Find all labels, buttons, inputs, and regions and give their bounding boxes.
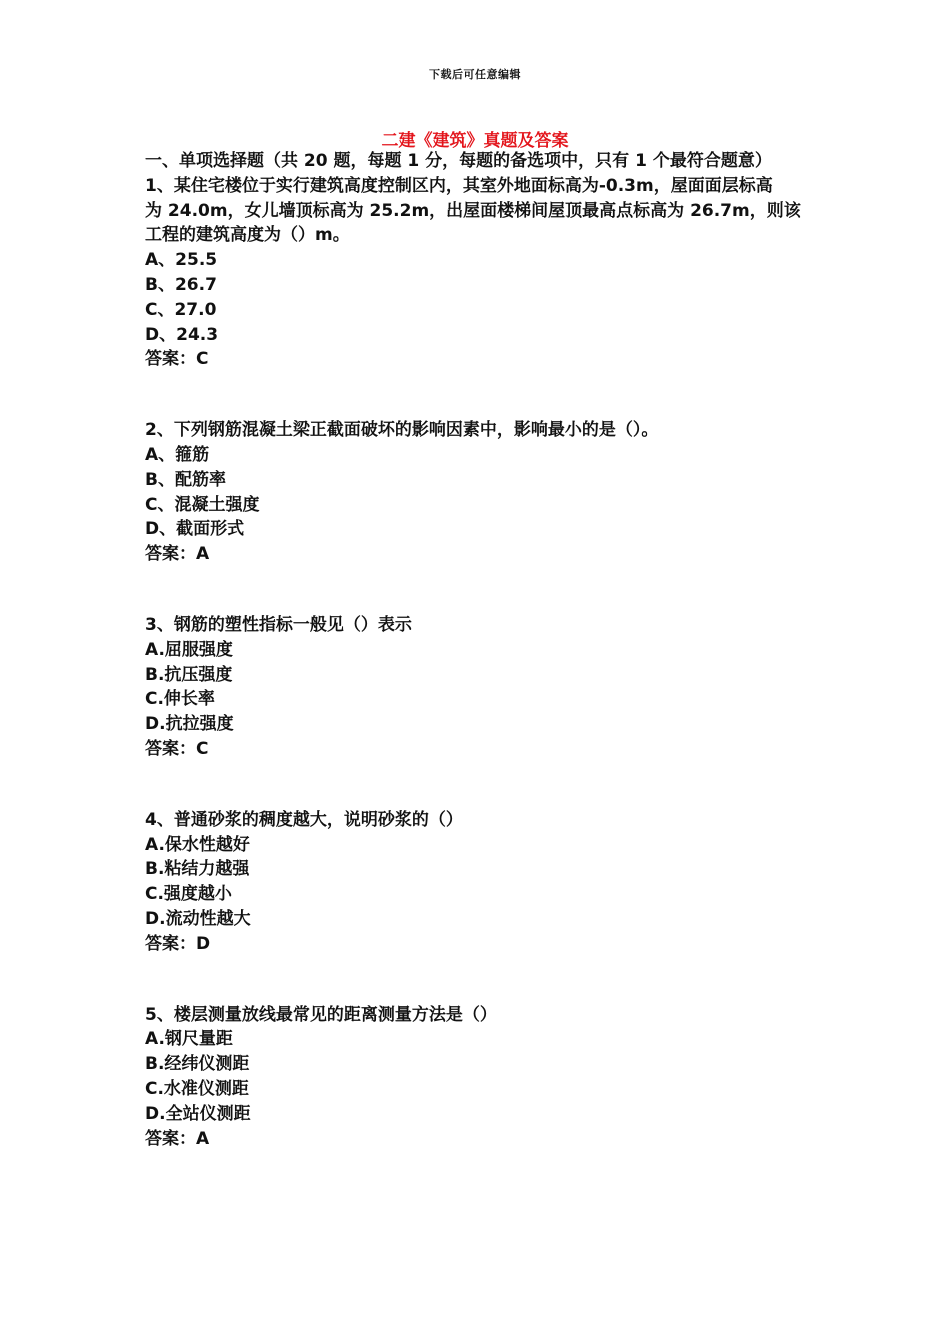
option-c: C.伸长率 (145, 689, 215, 710)
option-b: B、26.7 (145, 274, 217, 295)
question-3 (145, 613, 815, 762)
answer: 答案：A (145, 1128, 210, 1149)
option-a: A、箍筋 (145, 444, 210, 465)
document-title: 二建《建筑》真题及答案 (381, 131, 569, 151)
option-a: A.屈服强度 (145, 639, 233, 660)
option-d: D.流动性越大 (145, 908, 251, 929)
question-stem-line: 为 24.0m，女儿墙顶标高为 25.2m，出屋面楼梯间屋顶最高点标高为 26.7m，则该 (145, 200, 801, 221)
option-c: C、27.0 (145, 299, 217, 320)
option-a: A.保水性越好 (145, 834, 250, 855)
question-4 (145, 808, 815, 957)
option-c: C、混凝土强度 (145, 494, 260, 515)
question-stem-line: 1、某住宅楼位于实行建筑高度控制区内，其室外地面标高为-0.3m，屋面面层标高 (145, 175, 773, 196)
option-d: D、24.3 (145, 324, 219, 345)
option-b: B.经纬仪测距 (145, 1054, 250, 1075)
option-a: A、25.5 (145, 250, 218, 271)
header-note: 下载后可任意编辑 (429, 68, 521, 81)
option-a: A.钢尺量距 (145, 1029, 233, 1050)
option-d: D.抗拉强度 (145, 714, 234, 735)
option-c: C.水准仪测距 (145, 1078, 249, 1099)
document-body (145, 149, 815, 1197)
option-d: D、截面形式 (145, 519, 245, 540)
option-c: C.强度越小 (145, 884, 232, 905)
question-stem-line: 2、下列钢筋混凝土梁正截面破坏的影响因素中，影响最小的是（）。 (145, 420, 659, 441)
question-stem-line: 3、钢筋的塑性指标一般见（）表示 (145, 614, 412, 635)
answer: 答案：C (145, 349, 209, 370)
answer: 答案：C (145, 738, 209, 759)
answer: 答案：D (145, 933, 211, 954)
question-stem-line: 工程的建筑高度为（）m。 (145, 225, 350, 246)
option-d: D.全站仪测距 (145, 1103, 251, 1124)
option-b: B.抗压强度 (145, 664, 233, 685)
option-b: B、配筋率 (145, 469, 226, 490)
answer: 答案：A (145, 544, 210, 565)
option-b: B.粘结力越强 (145, 859, 250, 880)
question-stem-line: 5、楼层测量放线最常见的距离测量方法是（） (145, 1004, 497, 1025)
question-1 (145, 174, 815, 372)
question-stem-line: 4、普通砂浆的稠度越大，说明砂浆的（） (145, 809, 463, 830)
section-heading: 一、单项选择题（共 20 题，每题 1 分，每题的备选项中，只有 1 个最符合题意） (145, 151, 772, 171)
question-5 (145, 1003, 815, 1152)
question-2 (145, 418, 815, 567)
